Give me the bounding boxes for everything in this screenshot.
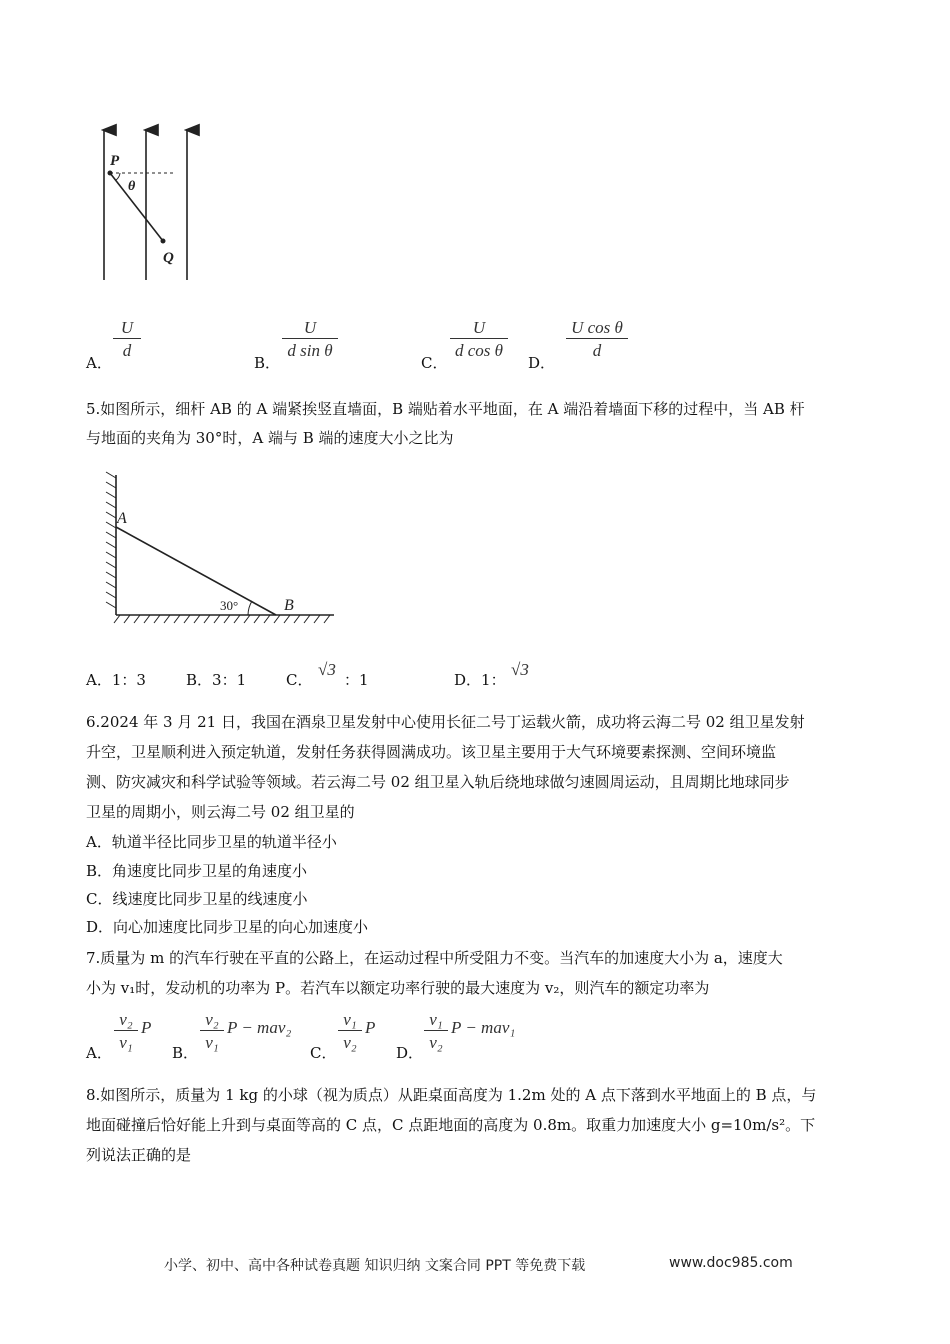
q5-option-b: B．3：1: [186, 671, 247, 689]
q5-option-d-sqrt: √3: [511, 660, 529, 679]
q6-line-3: 测、防灾减灾和科学试验等领域。若云海二号 02 组卫星入轨后绕地球做匀速圆周运动，且周期比地球同步: [86, 773, 790, 791]
q4-option-c-num: U: [472, 318, 486, 337]
q6-option-c: C．线速度比同步卫星的线速度小: [86, 890, 308, 908]
q7-option-d-num: v₁: [429, 1010, 443, 1029]
q7-option-a-letter: A．: [86, 1044, 112, 1062]
q4-option-b-num: U: [303, 318, 317, 337]
q5-option-c-rest: ：1: [344, 671, 369, 689]
q7-option-d-den: v₂: [424, 1030, 448, 1053]
q7-option-b-letter: B．: [172, 1044, 199, 1062]
point-q: [161, 239, 166, 244]
q6-line-2: 升空，卫星顺利进入预定轨道，发射任务获得圆满成功。该卫星主要用于大气环境要素探测、空间环境监: [86, 743, 777, 761]
q6-option-b: B．角速度比同步卫星的角速度小: [86, 862, 308, 880]
wall-rod-figure: [96, 470, 341, 630]
q7-option-a-den: v₁: [114, 1030, 138, 1053]
q4-option-c-den: d cos θ: [450, 338, 508, 361]
q6-line-4: 卫星的周期小，则云海二号 02 组卫星的: [86, 803, 355, 821]
point-p: [108, 171, 113, 176]
q4-option-c-letter: C．: [421, 354, 448, 372]
wall-hatching: [106, 472, 116, 608]
q4-option-b-den: d sin θ: [282, 338, 338, 361]
q4-option-d-formula: [566, 318, 628, 361]
q7-option-b-tail: P − mav₂: [227, 1018, 292, 1037]
q7-option-c-tail: P: [365, 1018, 376, 1037]
q4-option-a-letter: A．: [86, 354, 112, 372]
q4-option-a-num: U: [120, 318, 134, 337]
footer-url[interactable]: www.doc985.com: [669, 1255, 793, 1271]
q7-option-b-num: v₂: [205, 1010, 219, 1029]
q6-option-d: D．向心加速度比同步卫星的向心加速度小: [86, 918, 369, 936]
q8-line-1: 8.如图所示，质量为 1 kg 的小球（视为质点）从距桌面高度为 1.2m 处的 A 点下落到水平地面上的 B 点，与: [86, 1086, 817, 1104]
q7-line-2: 小为 v₁时，发动机的功率为 P。若汽车以额定功率行驶的最大速度为 v₂，则汽车的额定功率为: [86, 979, 710, 997]
q8-line-3: 列说法正确的是: [86, 1146, 192, 1164]
q7-option-c-letter: C．: [310, 1044, 337, 1062]
q7-option-a-fraction: [114, 1010, 138, 1053]
q4-option-d-den: d: [566, 338, 628, 361]
q7-option-b-den: v₁: [200, 1030, 224, 1053]
ground-hatching: [114, 615, 330, 623]
q7-option-d-letter: D．: [396, 1044, 424, 1062]
q7-option-b-fraction: [200, 1010, 224, 1053]
q5-option-c-letter: C．: [286, 671, 313, 689]
q6-line-1: 6.2024 年 3 月 21 日，我国在酒泉卫星发射中心使用长征二号丁运载火箭，成功将云海二号 02 组卫星发射: [86, 713, 805, 731]
q5-option-d: D．1：: [454, 671, 506, 689]
q4-option-b-formula: [282, 318, 338, 361]
field-lines-figure: [90, 122, 200, 287]
q4-option-a-formula: [113, 318, 141, 361]
q8-line-2: 地面碰撞后恰好能上升到与桌面等高的 C 点，C 点距地面的高度为 0.8m。取重力加速度大小 g=10m/s²。下: [86, 1116, 816, 1134]
q4-option-d-letter: D．: [528, 354, 556, 372]
label-q: Q: [163, 250, 174, 266]
q6-option-a: A．轨道半径比同步卫星的轨道半径小: [86, 833, 337, 851]
q7-option-d-tail: P − mav₁: [451, 1018, 516, 1037]
q7-option-c-num: v₁: [343, 1010, 357, 1029]
q4-option-a-den: d: [113, 338, 141, 361]
label-theta: θ: [128, 179, 136, 194]
q7-option-c-den: v₂: [338, 1030, 362, 1053]
q7-option-c-fraction: [338, 1010, 362, 1053]
q5-option-a: A．1：3: [86, 671, 146, 689]
footer-text: 小学、初中、高中各种试卷真题 知识归纳 文案合同 PPT 等免费下载: [164, 1258, 586, 1274]
q7-line-1: 7.质量为 m 的汽车行驶在平直的公路上，在运动过程中所受阻力不变。当汽车的加速度大小为 a，速度大: [86, 949, 783, 967]
q4-option-d-num: U cos θ: [571, 318, 623, 337]
q4-option-b-letter: B．: [254, 354, 281, 372]
label-b: B: [284, 597, 294, 614]
rod-pq: [110, 173, 163, 241]
q5-option-c-sqrt: √3: [318, 660, 336, 679]
angle-arc: [116, 173, 120, 180]
label-p: P: [110, 153, 120, 169]
q7-option-a-tail: P: [141, 1018, 152, 1037]
label-30: 30°: [220, 598, 239, 613]
q4-option-c-formula: [450, 318, 508, 361]
angle-arc-30: [248, 601, 252, 615]
q5-line-1: 5.如图所示，细杆 AB 的 A 端紧挨竖直墙面，B 端贴着水平地面，在 A 端沿着墙面下移的过程中，当 AB 杆: [86, 400, 805, 418]
label-a: A: [117, 510, 127, 527]
q7-option-a-num: v₂: [119, 1010, 133, 1029]
q7-option-d-fraction: [424, 1010, 448, 1053]
q5-line-2: 与地面的夹角为 30°时，A 端与 B 端的速度大小之比为: [86, 429, 454, 447]
